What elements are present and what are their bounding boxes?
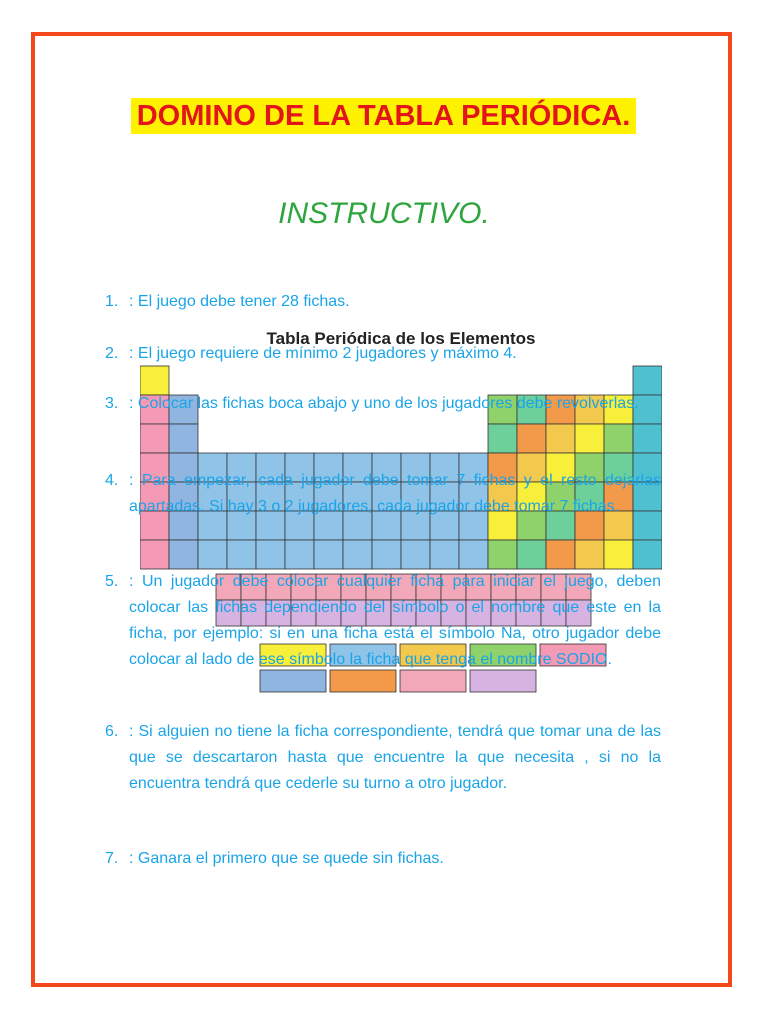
instruction-number: 1. — [105, 293, 119, 310]
instruction-number: 7. — [105, 850, 119, 867]
instruction-item-6 — [105, 719, 661, 797]
document-subtitle: INSTRUCTIVO. — [278, 197, 490, 230]
document-title: DOMINO DE LA TABLA PERIÓDICA. — [131, 98, 636, 134]
instruction-text: : El juego requiere de mínimo 2 jugadores y máximo 4. — [129, 345, 517, 362]
instruction-text: : El juego debe tener 28 fichas. — [129, 293, 350, 310]
instruction-number: 4. — [105, 472, 119, 489]
instruction-text: : Un jugador debe colocar cualquier ficha para iniciar el juego, deben colocar las fichas dependiendo del símbolo o el nombre que este en la ficha, por ejemplo: si en una ficha está el símbolo Na, otro jugador debe colocar al lado de ese símbolo la ficha que tenga el nombre SODIO. — [129, 573, 661, 668]
instruction-text: : Para empezar, cada jugador debe tomar 7 fichas y el resto dejarlas apartadas. Si hay 3 o 2 jugadores, cada jugador debe tomar 7 fichas. — [129, 472, 661, 515]
periodic-table-heading: Tabla Periódica de los Elementos — [266, 329, 536, 348]
instruction-text: : Ganara el primero que se quede sin fichas. — [129, 850, 444, 867]
instruction-text: : Colocar las fichas boca abajo y uno de los jugadores debe revolverlas. — [129, 395, 639, 412]
instruction-number: 6. — [105, 723, 119, 740]
instruction-number: 5. — [105, 573, 119, 590]
instruction-item-3 — [105, 391, 661, 417]
instruction-item-4 — [105, 468, 661, 520]
instruction-item-7 — [105, 846, 661, 872]
instruction-item-2 — [105, 341, 661, 367]
instruction-item-1 — [105, 289, 661, 315]
instruction-number: 3. — [105, 395, 119, 412]
instruction-number: 2. — [105, 345, 119, 362]
instruction-text: : Si alguien no tiene la ficha correspondiente, tendrá que tomar una de las que se descartaron hasta que encuentre la que necesita , si no la encuentra tendrá que cederle su turno a otro jugador. — [129, 723, 661, 792]
instruction-item-5 — [105, 569, 661, 673]
